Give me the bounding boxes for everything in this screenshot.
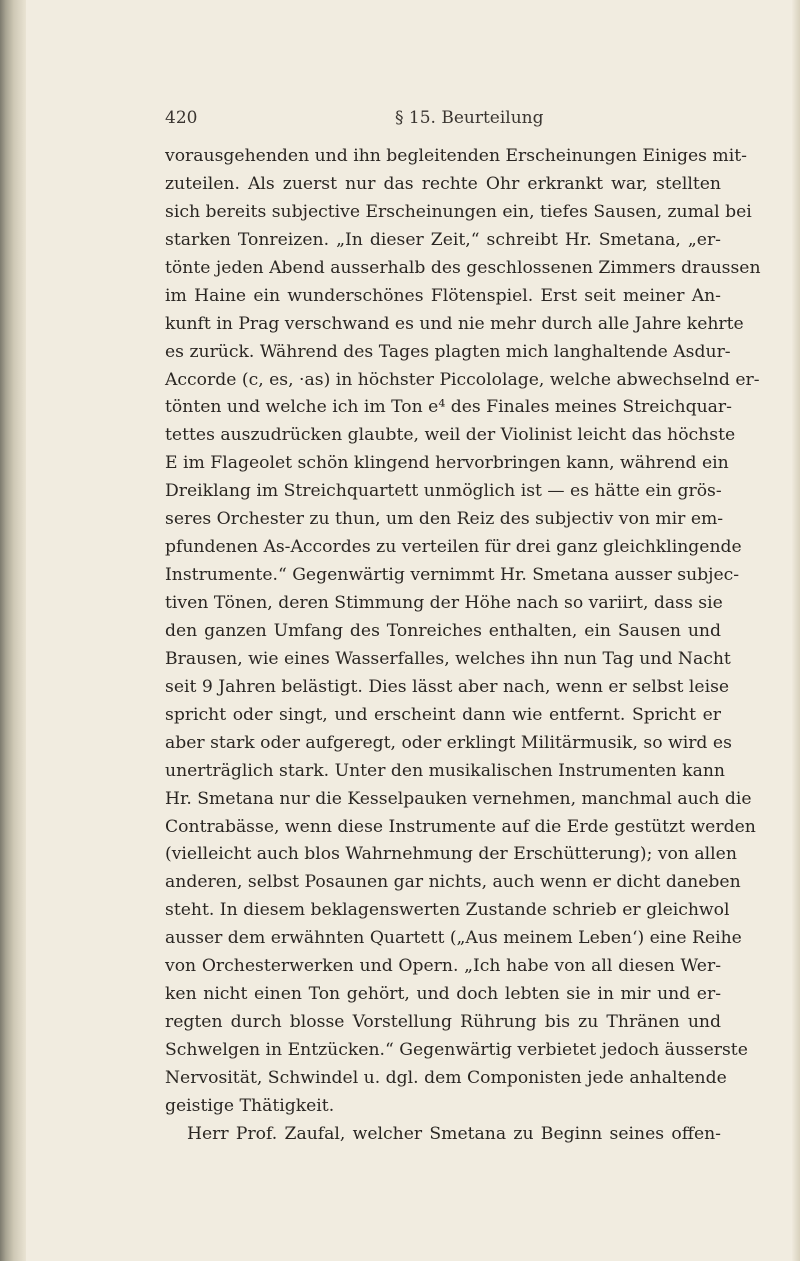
paragraph-start-line: Herr Prof. Zaufal, welcher Smetana zu Beginn seines offen- xyxy=(187,1123,721,1144)
text-line: Dreiklang im Streichquartett unmöglich ist — es hätte ein grös- xyxy=(165,481,722,502)
text-line: den ganzen Umfang des Tonreiches enthalten, ein Sausen und xyxy=(165,620,721,641)
text-line: starken Tonreizen. „In dieser Zeit,“ schreibt Hr. Smetana, „er- xyxy=(165,229,721,250)
text-line: im Haine ein wunderschönes Flötenspiel. Erst seit meiner An- xyxy=(165,285,721,306)
text-line: Contrabässe, wenn diese Instrumente auf die Erde gestützt werden xyxy=(165,816,756,837)
text-line: spricht oder singt, und erscheint dann wie entfernt. Spricht er xyxy=(165,704,721,725)
text-line: Nervosität, Schwindel u. dgl. dem Componisten jede anhaltende xyxy=(165,1067,727,1088)
text-line: tettes auszudrücken glaubte, weil der Violinist leicht das höchste xyxy=(165,425,736,446)
text-line: aber stark oder aufgeregt, oder erklingt Militärmusik, so wird es xyxy=(165,732,732,753)
text-line: regten durch blosse Vorstellung Rührung bis zu Thränen und xyxy=(165,1012,721,1033)
text-line: zuteilen. Als zuerst nur das rechte Ohr erkrankt war, stellten xyxy=(165,173,721,194)
text-line: von Orchesterwerken und Opern. „Ich habe von all diesen Wer- xyxy=(165,956,721,977)
text-line: unerträglich stark. Unter den musikalischen Instrumenten kann xyxy=(165,760,725,781)
text-line: sich bereits subjective Erscheinungen ein, tiefes Sausen, zumal bei xyxy=(165,201,752,222)
text-line: vorausgehenden und ihn begleitenden Erscheinungen Einiges mit- xyxy=(165,146,747,166)
text-line: Schwelgen in Entzücken.“ Gegenwärtig verbietet jedoch äusserste xyxy=(165,1040,748,1060)
text-line: ausser dem erwähnten Quartett („Aus meinem Leben‘) eine Reihe xyxy=(165,928,742,949)
page-right-edge xyxy=(792,0,800,1261)
text-line: anderen, selbst Posaunen gar nichts, auch wenn er dicht daneben xyxy=(165,872,741,893)
text-line: tönten und welche ich im Ton e⁴ des Finales meines Streichquar- xyxy=(165,397,732,418)
body-text xyxy=(165,143,761,1149)
text-line: (vielleicht auch blos Wahrnehmung der Erschütterung); von allen xyxy=(165,844,737,865)
paragraph-end-line: geistige Thätigkeit. xyxy=(165,1095,335,1116)
text-line: E im Flageolet schön klingend hervorbringen kann, während ein xyxy=(165,453,729,474)
page-number: 420 xyxy=(165,108,198,128)
text-line: Accorde (c, es, ·as) in höchster Piccololage, welche abwechselnd er- xyxy=(165,369,760,390)
text-line: seres Orchester zu thun, um den Reiz des subjectiv von mir em- xyxy=(165,509,724,530)
text-line: ken nicht einen Ton gehört, und doch lebten sie in mir und er- xyxy=(165,984,721,1005)
text-line: tiven Tönen, deren Stimmung der Höhe nach so variirt, dass sie xyxy=(165,593,723,613)
text-line: pfundenen As-Accordes zu verteilen für drei ganz gleichklingende xyxy=(165,537,742,558)
text-line: Hr. Smetana nur die Kesselpauken vernehmen, manchmal auch die xyxy=(165,788,752,809)
text-line: kunft in Prag verschwand es und nie mehr durch alle Jahre kehrte xyxy=(165,313,744,334)
running-head: § 15. Beurteilung xyxy=(395,108,544,128)
text-line: es zurück. Während des Tages plagten mich langhaltende Asdur- xyxy=(165,341,731,362)
page-binding-edge xyxy=(0,0,26,1261)
text-line: steht. In diesem beklagenswerten Zustande schrieb er gleichwol xyxy=(165,900,730,921)
text-line: tönte jeden Abend ausserhalb des geschlossenen Zimmers draussen xyxy=(165,257,761,278)
text-line: Brausen, wie eines Wasserfalles, welches ihn nun Tag und Nacht xyxy=(165,648,731,669)
text-line: seit 9 Jahren belästigt. Dies lässt aber nach, wenn er selbst leise xyxy=(165,676,730,697)
text-line: Instrumente.“ Gegenwärtig vernimmt Hr. Smetana ausser subjec- xyxy=(165,565,740,586)
page-header xyxy=(165,108,725,132)
